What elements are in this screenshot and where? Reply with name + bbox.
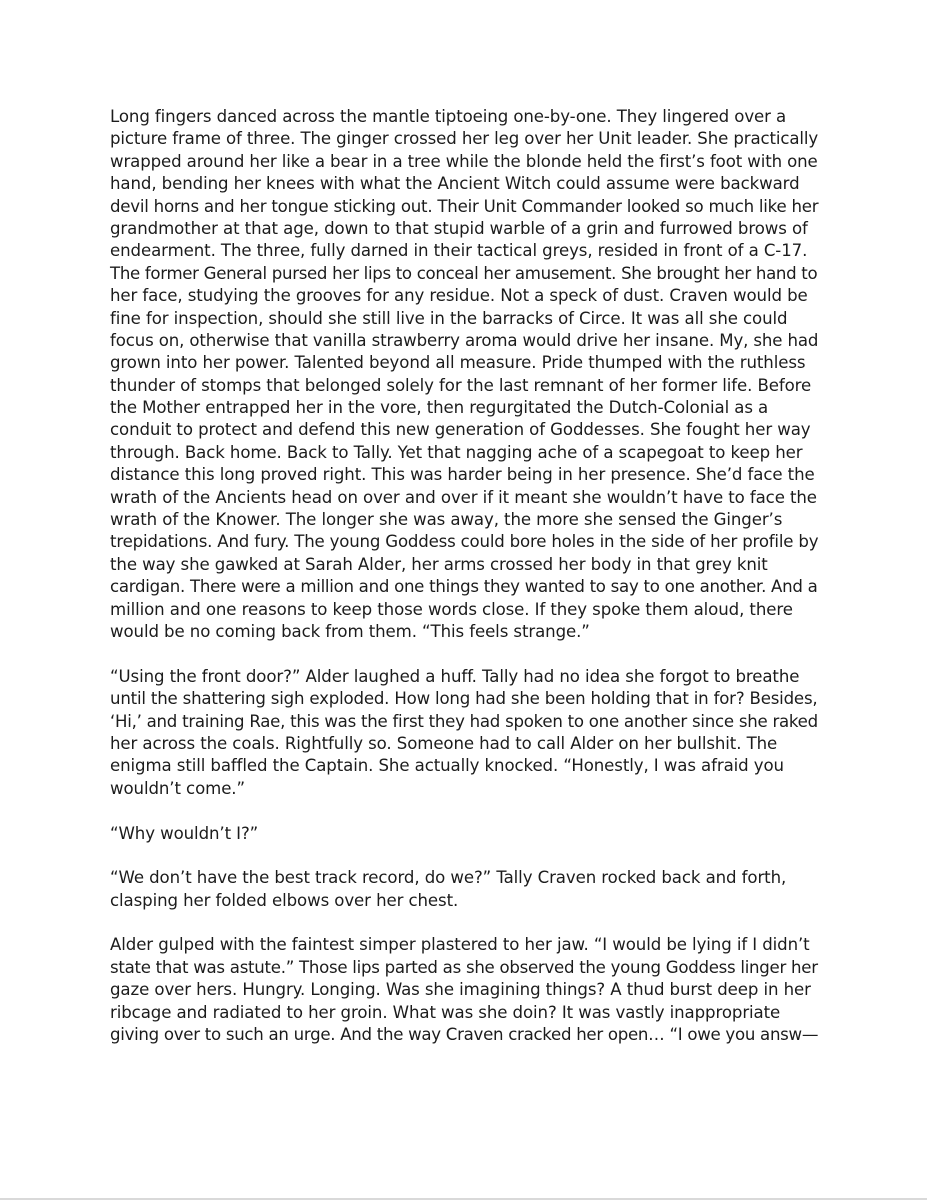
text-line: devil horns and her tongue sticking out. Their Unit Commander looked so much like her (110, 196, 819, 216)
text-line: “We don’t have the best track record, do we?” Tally Craven rocked back and forth, (110, 868, 787, 888)
text-line: through. Back home. Back to Tally. Yet that nagging ache of a scapegoat to keep her (110, 442, 803, 462)
text-line: wrath of the Ancients head on over and over if it meant she wouldn’t have to face the (110, 487, 817, 507)
text-line: picture frame of three. The ginger crossed her leg over her Unit leader. She practically (110, 129, 819, 149)
text-line: would be no coming back from them. “This feels strange.” (110, 621, 590, 641)
text-line: ribcage and radiated to her groin. What was she doin? It was vastly inappropriate (110, 1002, 781, 1022)
text-line: her across the coals. Rightfully so. Someone had to call Alder on her bullshit. The (110, 733, 778, 753)
text-line: grown into her power. Talented beyond all measure. Pride thumped with the ruthless (110, 353, 806, 373)
paragraph-4 (110, 867, 818, 912)
text-line: her face, studying the grooves for any residue. Not a speck of dust. Craven would be (110, 286, 808, 306)
text-line: gaze over hers. Hungry. Longing. Was she imagining things? A thud burst deep in her (110, 980, 811, 1000)
text-line: Long fingers danced across the mantle tiptoeing one-by-one. They lingered over a (110, 107, 787, 126)
text-line: fine for inspection, should she still live in the barracks of Circe. It was all she could (110, 308, 788, 328)
text-line: the Mother entrapped her in the vore, then regurgitated the Dutch-Colonial as a (110, 398, 769, 418)
text-line: ‘Hi,’ and training Rae, this was the first they had spoken to one another since she raked (110, 711, 818, 731)
text-line: “Using the front door?” Alder laughed a huff. Tally had no idea she forgot to breathe (110, 666, 800, 686)
text-line: the way she gawked at Sarah Alder, her arms crossed her body in that grey knit (110, 554, 768, 574)
text-line: “Why wouldn’t I?” (110, 823, 259, 843)
paragraph-5 (110, 934, 818, 1046)
text-line: grandmother at that age, down to that stupid warble of a grin and furrowed brows of (110, 218, 808, 238)
paragraph-2 (110, 666, 818, 800)
text-line: endearment. The three, fully darned in their tactical greys, resided in front of a C-17. (110, 241, 808, 261)
paragraph-3 (110, 823, 818, 845)
text-line: focus on, otherwise that vanilla strawberry aroma would drive her insane. My, she had (110, 330, 819, 350)
text-line: wouldn’t come.” (110, 778, 245, 798)
text-line: The former General pursed her lips to conceal her amusement. She brought her hand to (110, 263, 818, 283)
text-line: wrapped around her like a bear in a tree while the blonde held the first’s foot with one (110, 151, 818, 171)
text-line: trepidations. And fury. The young Goddess could bore holes in the side of her profile by (110, 532, 819, 552)
text-line: million and one reasons to keep those words close. If they spoke them aloud, there (110, 599, 793, 619)
text-line: clasping her folded elbows over her chest. (110, 890, 459, 910)
text-line: hand, bending her knees with what the Ancient Witch could assume were backward (110, 174, 800, 194)
paragraph-1 (110, 106, 818, 643)
text-line: Alder gulped with the faintest simper plastered to her jaw. “I would be lying if I didn’t (110, 935, 810, 955)
text-line: wrath of the Knower. The longer she was away, the more she sensed the Ginger’s (110, 510, 783, 530)
text-line: conduit to protect and defend this new generation of Goddesses. She fought her way (110, 420, 811, 440)
body-text (110, 106, 818, 1069)
text-line: enigma still baffled the Captain. She actually knocked. “Honestly, I was afraid you (110, 756, 784, 776)
text-line: until the shattering sigh exploded. How long had she been holding that in for? Besides, (110, 689, 818, 709)
text-line: giving over to such an urge. And the way Craven cracked her open… “I owe you answ— (110, 1025, 819, 1045)
text-line: distance this long proved right. This was harder being in her presence. She’d face the (110, 465, 815, 485)
text-line: cardigan. There were a million and one things they wanted to say to one another. And a (110, 577, 818, 597)
text-line: thunder of stomps that belonged solely for the last remnant of her former life. Before (110, 375, 812, 395)
text-line: state that was astute.” Those lips parted as she observed the young Goddess linger her (110, 957, 818, 977)
